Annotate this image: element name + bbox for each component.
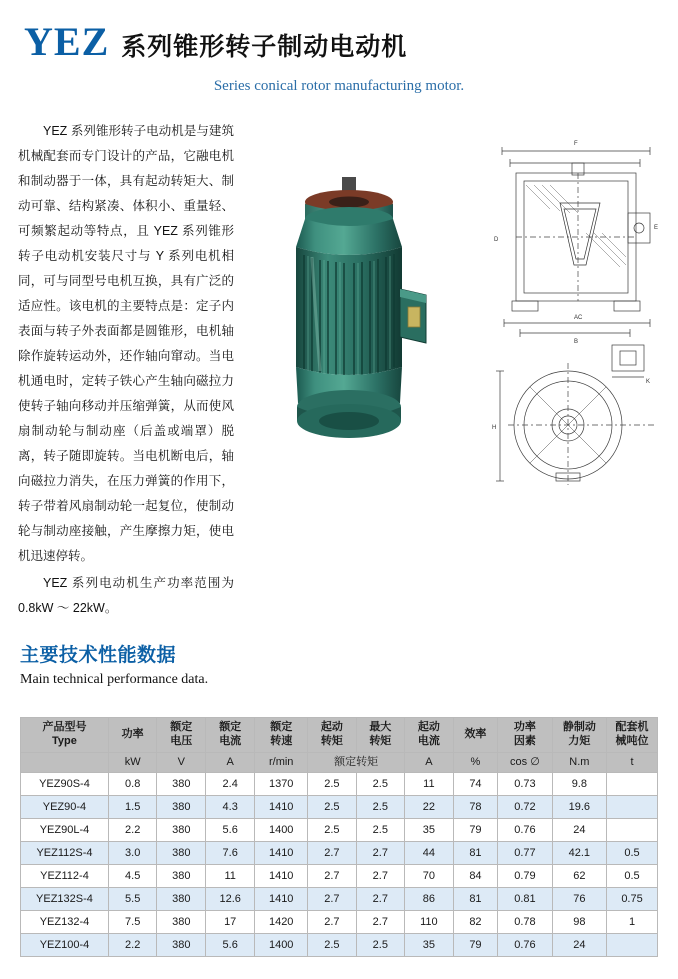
cell-model: YEZ90-4 [21,796,109,819]
cell-model: YEZ90L-4 [21,819,109,842]
unit-voltage: V [157,752,206,773]
motor-technical-drawing [490,133,665,493]
page-title: 系列锥形转子制动电动机 [121,33,408,61]
intro-text [18,119,234,623]
cell-speed: 1370 [255,773,308,796]
table-row [21,888,658,911]
unit-starting-current: A [405,752,454,773]
cell-voltage: 380 [157,888,206,911]
drawing-label-F: F [574,141,578,147]
table-row [21,911,658,934]
cell-power-factor: 0.81 [498,888,552,911]
cell-power: 0.8 [108,773,156,796]
cell-model: YEZ90S-4 [21,773,109,796]
cell-max-torque: 2.7 [356,911,404,934]
intro-paragraph-2: YEZ 系列电动机生产功率范围为 0.8kW ～ 22kW。 [18,576,234,615]
cell-power-factor: 0.76 [498,819,552,842]
cell-efficiency: 79 [453,934,498,957]
cell-efficiency: 81 [453,842,498,865]
cell-power-factor: 0.72 [498,796,552,819]
cell-starting-current: 35 [405,819,454,842]
drawing-label-B: B [574,339,579,345]
cell-power: 1.5 [108,796,156,819]
table-row [21,796,658,819]
unit-efficiency: % [453,752,498,773]
th-starting-current: 起动 电流 [405,718,454,753]
table-units-row [21,752,658,773]
th-model: 产品型号 Type [21,718,109,753]
cell-speed: 1410 [255,865,308,888]
unit-power: kW [108,752,156,773]
cell-starting-torque: 2.7 [308,865,356,888]
cell-power: 2.2 [108,819,156,842]
cell-current: 12.6 [206,888,255,911]
table-row [21,934,658,957]
cell-model: YEZ100-4 [21,934,109,957]
cell-static-brake-torque: 98 [552,911,606,934]
cell-current: 5.6 [206,819,255,842]
drawing-label-D: D [494,237,499,243]
cell-power: 4.5 [108,865,156,888]
brand-name: YEZ [24,19,110,64]
th-power-factor: 功率 因素 [498,718,552,753]
th-machine-tonnage: 配套机 械吨位 [607,718,658,753]
cell-starting-current: 44 [405,842,454,865]
cell-power: 3.0 [108,842,156,865]
cell-efficiency: 81 [453,888,498,911]
section-title-en: Main technical performance data. [20,672,209,687]
unit-static-brake-torque: N.m [552,752,606,773]
cell-speed: 1420 [255,911,308,934]
cell-current: 4.3 [206,796,255,819]
cell-speed: 1410 [255,796,308,819]
cell-starting-torque: 2.7 [308,888,356,911]
th-starting-torque: 起动 转矩 [308,718,356,753]
unit-speed: r/min [255,752,308,773]
th-current: 额定 电流 [206,718,255,753]
unit-model [21,752,109,773]
cell-starting-torque: 2.5 [308,796,356,819]
cell-current: 5.6 [206,934,255,957]
cell-power-factor: 0.76 [498,934,552,957]
cell-starting-torque: 2.5 [308,934,356,957]
cell-efficiency: 78 [453,796,498,819]
cell-model: YEZ132S-4 [21,888,109,911]
cell-power: 2.2 [108,934,156,957]
cell-static-brake-torque: 24 [552,819,606,842]
cell-efficiency: 84 [453,865,498,888]
cell-static-brake-torque: 24 [552,934,606,957]
technical-drawing-svg [490,133,665,493]
cell-current: 17 [206,911,255,934]
cell-starting-torque: 2.7 [308,842,356,865]
cell-max-torque: 2.5 [356,773,404,796]
cell-voltage: 380 [157,819,206,842]
unit-torque-ratio: 额定转矩 [308,752,405,773]
cell-power: 7.5 [108,911,156,934]
cell-efficiency: 79 [453,819,498,842]
spec-table-wrap [20,717,658,957]
table-head [21,718,658,773]
section-title-cn: 主要技术性能数据 [20,645,177,666]
cell-model: YEZ132-4 [21,911,109,934]
cell-starting-current: 70 [405,865,454,888]
th-max-torque: 最大 转矩 [356,718,404,753]
content-body [0,111,678,615]
cell-machine-tonnage [607,773,658,796]
section-heading [20,640,208,688]
th-static-brake-torque: 静制动 力矩 [552,718,606,753]
drawing-label-H: H [492,425,497,431]
cell-current: 7.6 [206,842,255,865]
cell-speed: 1410 [255,842,308,865]
cell-power-factor: 0.79 [498,865,552,888]
technical-spec-table [20,717,658,957]
th-speed: 额定 转速 [255,718,308,753]
table-row [21,865,658,888]
page-subtitle: Series conical rotor manufacturing motor. [213,78,465,94]
cell-max-torque: 2.5 [356,934,404,957]
cell-model: YEZ112S-4 [21,842,109,865]
drawing-label-K: K [646,379,651,385]
unit-machine-tonnage: t [607,752,658,773]
th-voltage: 额定 电压 [157,718,206,753]
cell-speed: 1410 [255,888,308,911]
cell-efficiency: 74 [453,773,498,796]
cell-model: YEZ112-4 [21,865,109,888]
cell-max-torque: 2.7 [356,842,404,865]
cell-static-brake-torque: 19.6 [552,796,606,819]
cell-starting-current: 35 [405,934,454,957]
cell-starting-current: 86 [405,888,454,911]
table-body [21,773,658,957]
cell-static-brake-torque: 9.8 [552,773,606,796]
cell-static-brake-torque: 62 [552,865,606,888]
motor-photo-svg [250,171,450,461]
cell-machine-tonnage [607,934,658,957]
cell-voltage: 380 [157,842,206,865]
cell-max-torque: 2.7 [356,888,404,911]
cell-voltage: 380 [157,934,206,957]
cell-voltage: 380 [157,865,206,888]
drawing-label-E: E [654,225,659,231]
unit-current: A [206,752,255,773]
cell-voltage: 380 [157,911,206,934]
cell-starting-current: 110 [405,911,454,934]
cell-static-brake-torque: 42.1 [552,842,606,865]
cell-voltage: 380 [157,796,206,819]
cell-current: 2.4 [206,773,255,796]
th-power: 功率 [108,718,156,753]
cell-speed: 1400 [255,934,308,957]
cell-starting-torque: 2.5 [308,819,356,842]
cell-voltage: 380 [157,773,206,796]
cell-machine-tonnage: 1 [607,911,658,934]
motor-photo [250,171,450,461]
cell-machine-tonnage: 0.75 [607,888,658,911]
cell-machine-tonnage [607,819,658,842]
cell-efficiency: 82 [453,911,498,934]
cell-machine-tonnage: 0.5 [607,865,658,888]
cell-power-factor: 0.77 [498,842,552,865]
cell-machine-tonnage: 0.5 [607,842,658,865]
cell-speed: 1400 [255,819,308,842]
table-row [21,842,658,865]
th-efficiency: 效率 [453,718,498,753]
cell-starting-torque: 2.7 [308,911,356,934]
table-row [21,773,658,796]
cell-max-torque: 2.5 [356,796,404,819]
unit-power-factor: cos ∅ [498,752,552,773]
cell-starting-current: 22 [405,796,454,819]
cell-power: 5.5 [108,888,156,911]
drawing-label-AC: AC [574,315,583,321]
intro-paragraph-1: YEZ 系列锥形转子电动机是与建筑机械配套而专门设计的产品，它融电机和制动器于一体，具有起动转矩大、制动可靠、结构紧凑、体积小、重量轻、可频繁起动等特点，且 YEZ 系列锥形转子电动机安装尺寸与 Y 系列电机相同，可与同型号电机互换，具有广泛的适应性。该电机的主要特点是：定子内表面与转子外表面都是圆锥形，电机轴除作旋转运动外，还作轴向窜动。当电机通电时，定转子铁心产生轴向磁拉力使转子轴向移动并压缩弹簧，从而使风扇制动轮与制动座（后盖或端罩）脱离，转子随即旋转。当电机断电后，轴向磁拉力消失，在压力弹簧的作用下，转子带着风扇制动轮一起复位，使制动轮与制动座接触，产生摩擦力矩，使电机迅速停转。 [18,124,234,563]
cell-power-factor: 0.73 [498,773,552,796]
cell-power-factor: 0.78 [498,911,552,934]
title-row [24,19,654,64]
cell-current: 11 [206,865,255,888]
table-row [21,819,658,842]
cell-starting-current: 11 [405,773,454,796]
table-header-row [21,718,658,753]
cell-machine-tonnage [607,796,658,819]
page-header [0,0,678,95]
cell-max-torque: 2.7 [356,865,404,888]
cell-static-brake-torque: 76 [552,888,606,911]
cell-starting-torque: 2.5 [308,773,356,796]
cell-max-torque: 2.5 [356,819,404,842]
